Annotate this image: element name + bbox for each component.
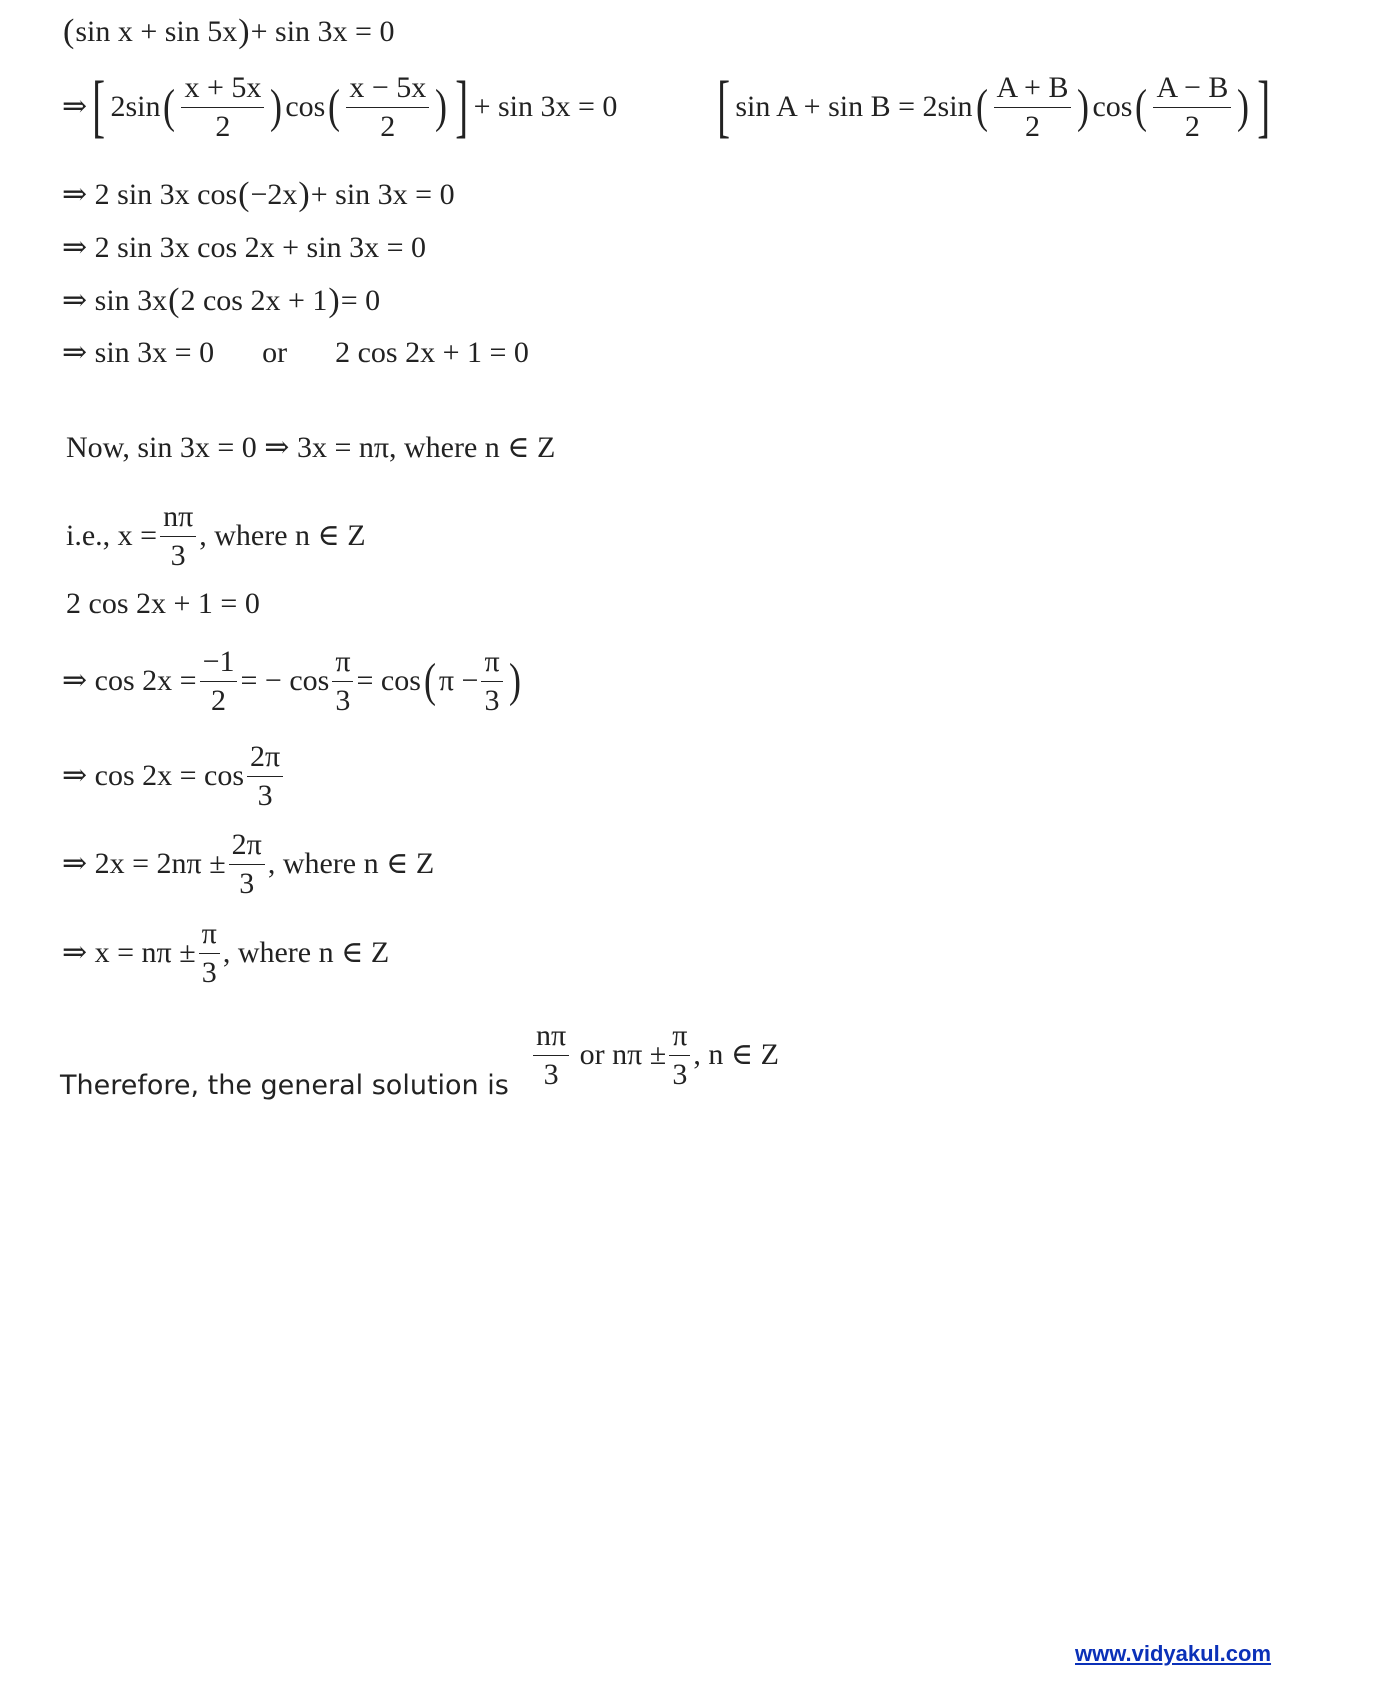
fraction: $\frac{2\pi}{3}$	[247, 741, 283, 811]
implies-symbol: ⇒	[62, 847, 88, 880]
expr: , where n ∈ Z	[199, 519, 366, 552]
equation-line-2: ⇒ [ 2sin ( $\frac{x + 5x}{2}$ ) cos ( $\frac{x - 5x}{2}$ ) ] + sin 3x = 0	[62, 68, 618, 145]
conclusion-text: Therefore, the general solution is	[60, 1070, 509, 1101]
expr: cos	[1092, 90, 1133, 123]
expr: x = nπ ±	[94, 936, 196, 969]
implies-symbol: ⇒	[62, 178, 88, 211]
expr: + sin 3x = 0	[310, 178, 455, 211]
expr: 2 sin 3x cos	[94, 178, 238, 211]
equation-line-3: ⇒ 2 sin 3x cos ( −2x ) + sin 3x = 0	[62, 176, 455, 213]
fraction: $\frac{2\pi}{3}$	[229, 829, 265, 899]
equation-line-6	[62, 333, 529, 373]
expr: Now, sin 3x = 0 ⇒ 3x = nπ, where n ∈ Z	[66, 431, 556, 464]
expr: sin 3x = 0	[94, 336, 215, 369]
equation-line-11	[62, 735, 286, 817]
fraction: $\frac{-1}{2}$	[200, 646, 238, 716]
expr: 2 cos 2x + 1 = 0	[66, 587, 260, 620]
implies-symbol: ⇒	[62, 336, 88, 369]
implies-symbol: ⇒	[62, 90, 88, 123]
expr: , n ∈ Z	[693, 1038, 779, 1071]
expr: 2 cos 2x + 1	[180, 284, 328, 317]
bracket-open: [	[717, 68, 731, 145]
bracket-close: ]	[1257, 68, 1271, 145]
expr: , where n ∈ Z	[267, 847, 435, 880]
expr: 2 cos 2x + 1 = 0	[335, 336, 529, 369]
paren-open: (	[63, 13, 75, 50]
expr: , where n ∈ Z	[222, 936, 390, 969]
fraction: $\frac{\pi}{3}$	[669, 1020, 690, 1090]
paren-close: )	[238, 13, 250, 50]
expr: + sin 3x = 0	[250, 15, 395, 48]
implies-symbol: ⇒	[62, 664, 88, 697]
equation-line-1	[62, 12, 394, 52]
sum-to-product-formula: [ sin A + sin B = 2sin ( $\frac{A + B}{2}$ ) cos ( $\frac{A - B}{2}$ ) ]	[717, 68, 1271, 145]
implies-symbol: ⇒	[62, 936, 88, 969]
expr: i.e., x =	[66, 519, 158, 552]
expr: = cos	[356, 664, 421, 697]
fraction: $\frac{A - B}{2}$	[1153, 72, 1231, 142]
expr: −2x	[250, 178, 298, 211]
expr: π −	[438, 664, 479, 697]
expr: = 0	[340, 284, 381, 317]
expr: 2 sin 3x cos 2x + sin 3x = 0	[94, 231, 426, 264]
footer-website-link[interactable]: www.vidyakul.com	[1075, 1641, 1272, 1666]
equation-line-8	[66, 496, 366, 576]
implies-symbol: ⇒	[62, 284, 88, 317]
bracket-close: ]	[455, 68, 469, 145]
expr: sin A + sin B = 2sin	[735, 90, 973, 123]
general-solution	[530, 1010, 779, 1100]
equation-line-9	[66, 584, 260, 624]
fraction: $\frac{n\pi}{3}$	[160, 501, 196, 571]
equation-line-13	[62, 912, 389, 994]
bracket-open: [	[92, 68, 106, 145]
expr: sin x + sin 5x	[75, 15, 238, 48]
expr: or nπ ±	[579, 1038, 667, 1071]
expr: sin 3x	[94, 284, 168, 317]
implies-symbol: ⇒	[62, 759, 88, 792]
expr: cos	[285, 90, 326, 123]
fraction: $\frac{\pi}{3}$	[481, 646, 502, 716]
expr: cos 2x =	[94, 664, 197, 697]
equation-line-5: ⇒ sin 3x ( 2 cos 2x + 1 ) = 0	[62, 282, 381, 319]
implies-symbol: ⇒	[62, 231, 88, 264]
fraction: $\frac{\pi}{3}$	[332, 646, 353, 716]
fraction: $\frac{x - 5x}{2}$	[346, 72, 429, 142]
equation-line-7	[66, 428, 555, 468]
expr: cos 2x = cos	[94, 759, 245, 792]
expr: 2sin	[110, 90, 161, 123]
expr: + sin 3x = 0	[473, 90, 618, 123]
fraction: $\frac{\pi}{3}$	[199, 918, 220, 988]
expr: 2x = 2nπ ±	[94, 847, 226, 880]
expr: = − cos	[240, 664, 330, 697]
equation-line-12	[62, 823, 434, 905]
equation-line-10: ⇒ cos 2x = $\frac{-1}{2}$ = − cos $\frac{\pi}{3}$ = cos ( π − $\frac{\pi}{3}$ )	[62, 645, 521, 717]
or-word: or	[262, 336, 288, 369]
equation-line-4	[62, 228, 426, 268]
fraction: $\frac{A + B}{2}$	[994, 72, 1072, 142]
fraction: $\frac{n\pi}{3}$	[533, 1020, 569, 1090]
fraction: $\frac{x + 5x}{2}$	[181, 72, 264, 142]
